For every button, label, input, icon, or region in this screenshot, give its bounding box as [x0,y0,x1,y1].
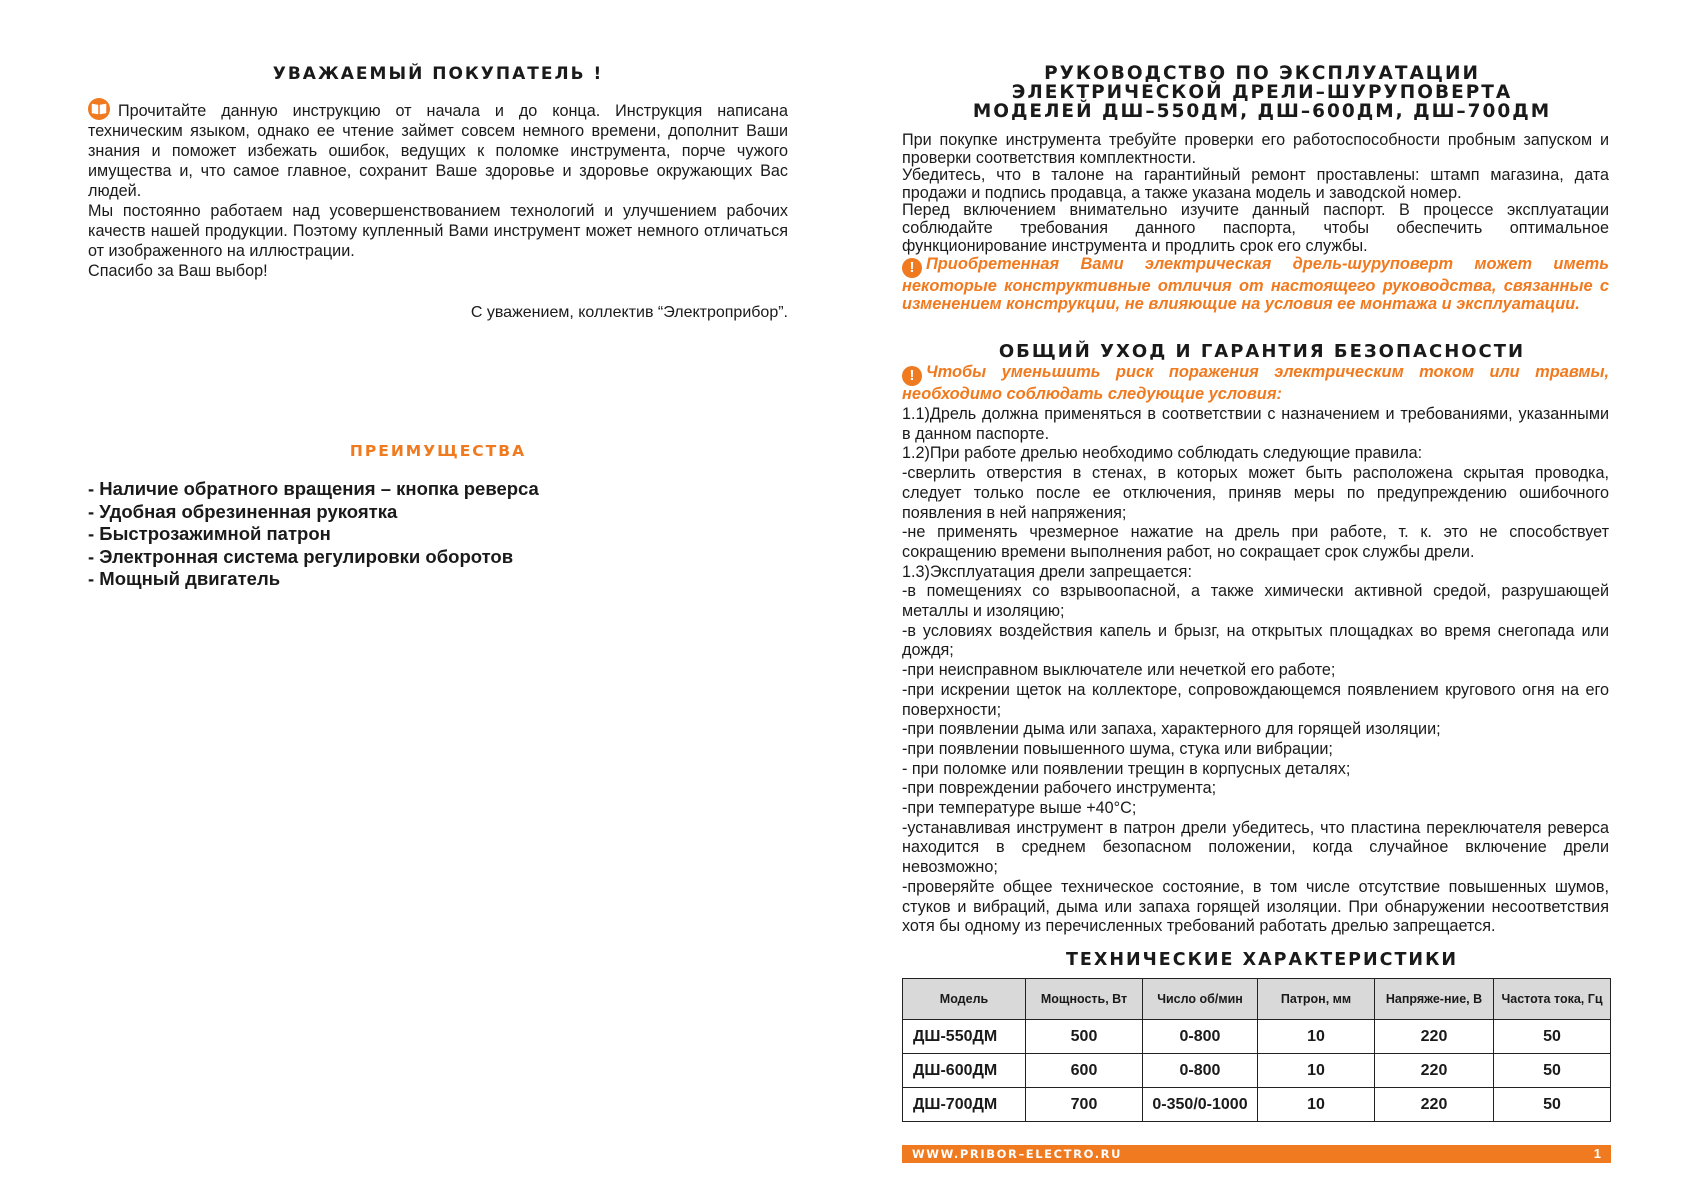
rule-item: -при повреждении рабочего инструмента; [902,779,1217,798]
spec-cell: ДШ-550ДМ [903,1020,1026,1054]
spec-header-cell: Патрон, мм [1258,979,1375,1020]
footer-bar [902,1145,1611,1163]
spec-cell: ДШ-700ДМ [903,1088,1026,1122]
footer-url-link[interactable]: WWW.PRIBOR–ELECTRO.RU [912,1147,1123,1161]
intro-text [902,132,1609,255]
spec-cell: 50 [1494,1020,1611,1054]
spec-cell: 600 [1026,1054,1143,1088]
rule-item: -в помещениях со взрывоопасной, а также химически активной средой, разрушающей металлы и изоляцию; [902,582,1609,621]
warning-icon: ! [902,258,922,278]
intro-paragraph: При покупке инструмента требуйте проверки его работоспособности пробным запуском и проверки соответствия комплектности. [902,131,1609,167]
spec-cell: 500 [1026,1020,1143,1054]
spec-header-cell: Напряже-ние, В [1375,979,1494,1020]
greeting-paragraph-2: Мы постоянно работаем над усовершенствованием технологий и улучшением рабочих качеств нашей продукции. Поэтому купленный Вами инструмент может немного отличаться от изображенного на иллюстрации. [88,202,788,260]
spec-cell: 10 [1258,1020,1375,1054]
rule-item: -проверяйте общее техническое состояние, в том числе отсутствие повышенных шумов, стуков и вибраций, дыма или запаха горящей изоляции. При обнаружении несоответствия хотя бы одному из перечисленных требований работать дрелью запрещается. [902,877,1609,936]
spec-cell: 0-800 [1143,1020,1258,1054]
advantage-item: - Удобная обрезиненная рукоятка [88,500,398,522]
intro-paragraph: Перед включением внимательно изучите данный паспорт. В процессе эксплуатации соблюдайте требования данного паспорта, чтобы обеспечить оптимальное функционирование инструмента и продлить срок его службы. [902,201,1609,255]
warning-note-2: ! Чтобы уменьшить риск поражения электрическим током или травмы, необходимо соблюдать следующие условия: [902,363,1609,403]
rule-item: -устанавливая инструмент в патрон дрели убедитесь, что пластина переключателя реверса находится в среднем безопасном положении, когда случайное включение дрели невозможно; [902,818,1609,877]
spec-cell: 700 [1026,1088,1143,1122]
advantage-item: - Быстрозажимной патрон [88,523,331,545]
intro-paragraph: Убедитесь, что в талоне на гарантийный ремонт проставлены: штамп магазина, дата продажи и подпись продавца, а также указана модель и заводской номер. [902,166,1609,202]
spec-cell: 220 [1375,1088,1494,1122]
rule-item: 1.3)Эксплуатация дрели запрещается: [902,562,1192,581]
spec-cell: ДШ-600ДМ [903,1054,1026,1088]
right-page [842,0,1684,1191]
spec-header-cell: Частота тока, Гц [1494,979,1611,1020]
signature: С уважением, коллектив “Электроприбор”. [470,304,788,321]
greeting-paragraph-3: Спасибо за Ваш выбор! [88,262,268,280]
greeting-title: УВАЖАЕМЫЙ ПОКУПАТЕЛЬ ! [272,64,604,84]
rule-item: -в условиях воздействия капель и брызг, на открытых площадках во время снегопада или дождя; [902,621,1609,660]
rule-item: -при неисправном выключателе или нечеткой его работе; [902,661,1336,680]
rules-list [902,405,1609,937]
manual-title: РУКОВОДСТВО ПО ЭКСПЛУАТАЦИИ ЭЛЕКТРИЧЕСКОЙ ДРЕЛИ–ШУРУПОВЕРТА МОДЕЛЕЙ ДШ–550ДМ, ДШ–600ДМ, ДШ–700ДМ [972,63,1552,122]
book-icon [88,98,110,120]
spec-header-cell: Число об/мин [1143,979,1258,1020]
rule-item: 1.2)При работе дрелью необходимо соблюдать следующие правила: [902,444,1423,463]
spec-cell: 50 [1494,1088,1611,1122]
rule-item: -при появлении повышенного шума, стука или вибрации; [902,739,1333,758]
spec-cell: 0-350/0-1000 [1143,1088,1258,1122]
warning-note-1: ! Приобретенная Вами электрическая дрель-шуруповерт может иметь некоторые конструктивные отличия от настоящего руководства, связанные с изменением конструкции, не влияющие на условия ее монтажа и эксплуатации. [902,255,1609,313]
care-title: ОБЩИЙ УХОД И ГАРАНТИЯ БЕЗОПАСНОСТИ [998,341,1526,362]
table-row [903,1054,1611,1088]
greeting-body [88,98,788,281]
spec-cell: 220 [1375,1054,1494,1088]
spec-cell: 10 [1258,1054,1375,1088]
rule-item: -не применять чрезмерное нажатие на дрель при работе, т. к. это не способствует сокращению времени выполнения работ, но сокращает срок службы дрели. [902,523,1609,561]
advantages-list [88,478,539,591]
rule-item: 1.1)Дрель должна применяться в соответствии с назначением и требованиями, указанными в данном паспорте. [902,405,1609,443]
spec-header-cell: Модель [903,979,1026,1020]
warning-icon: ! [902,366,922,386]
spec-header-cell: Мощность, Вт [1026,979,1143,1020]
rule-item: - при поломке или появлении трещин в корпусных деталях; [902,759,1351,778]
advantage-item: - Электронная система регулировки оборотов [88,545,514,567]
rule-item: -сверлить отверстия в стенах, в которых может быть расположена скрытая проводка, следует только после ее отключения, приняв меры по предупреждению ошибочного появления в ней напряжения; [902,464,1609,522]
rule-item: -при температуре выше +40°С; [902,799,1137,818]
spec-cell: 50 [1494,1054,1611,1088]
spec-table [902,978,1611,1122]
spec-header-row [903,979,1611,1020]
page-number: 1 [1593,1146,1601,1161]
rule-item: -при искрении щеток на коллекторе, сопровождающемся появлением кругового огня на его поверхности; [902,680,1609,719]
table-row [903,1088,1611,1122]
rule-item: -при появлении дыма или запаха, характерного для горящей изоляции; [902,720,1441,739]
advantage-item: - Мощный двигатель [88,568,281,590]
spec-cell: 10 [1258,1088,1375,1122]
advantages-title: ПРЕИМУЩЕСТВА [349,442,527,460]
spec-cell: 0-800 [1143,1054,1258,1088]
advantage-item: - Наличие обратного вращения – кнопка реверса [88,478,539,499]
spec-cell: 220 [1375,1020,1494,1054]
table-row [903,1020,1611,1054]
greeting-paragraph-1: Прочитайте данную инструкцию от начала и до конца. Инструкция написана техническим языком, однако ее чтение займет совсем немного времени, дополнит Ваши знания и поможет избежать ошибок, ведущих к поломке инструмента, порче чужого имущества и, что самое главное, сохранит Ваше здоровье и здоровье окружающих Вас людей. [88,98,788,201]
spec-title: ТЕХНИЧЕСКИЕ ХАРАКТЕРИСТИКИ [1065,950,1459,970]
